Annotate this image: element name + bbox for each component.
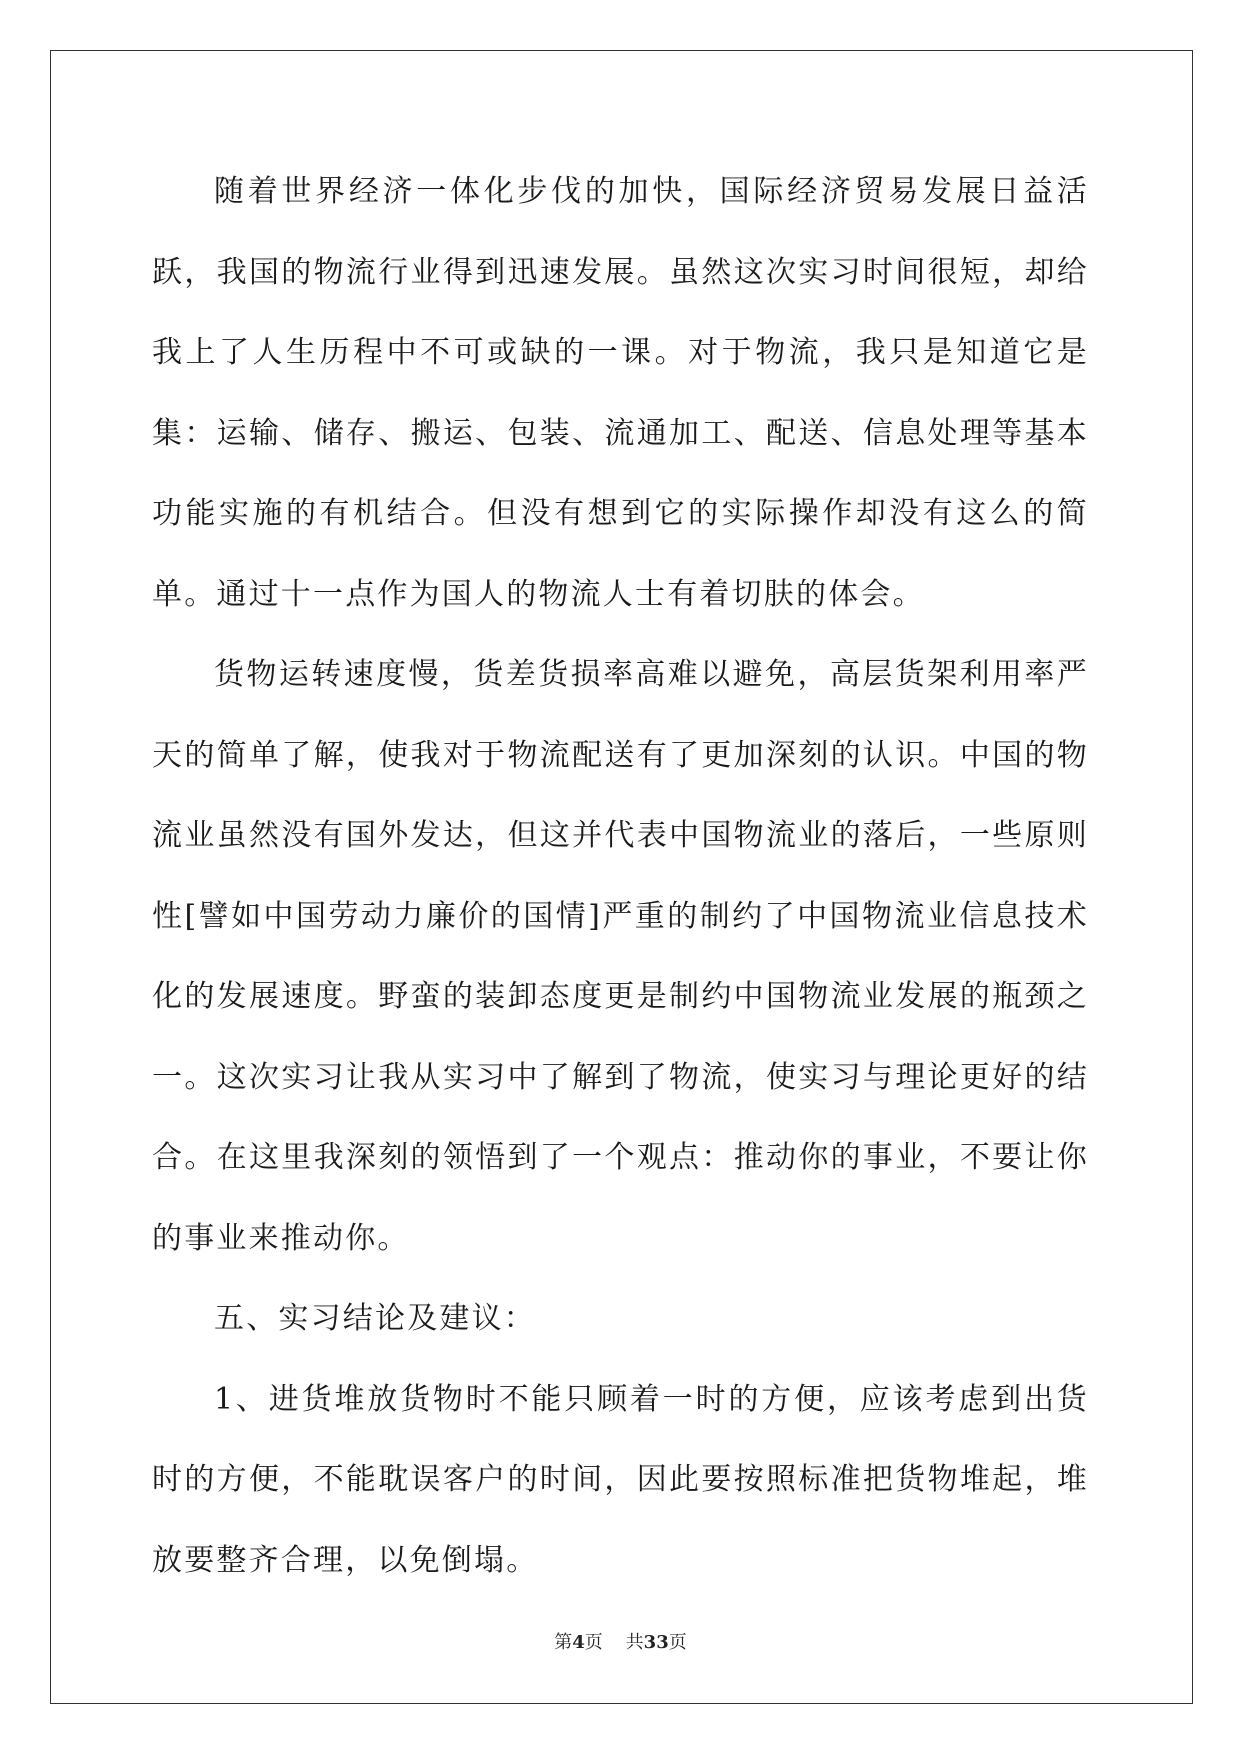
footer-total-prefix: 共 xyxy=(625,1632,644,1653)
footer-page-number: 4 xyxy=(572,1632,585,1653)
paragraph-observations: 货物运转速度慢，货差货损率高难以避免，高层货架利用率严天的简单了解，使我对于物流配送有了更加深刻的认识。中国的物流业虽然没有国外发达，但这并代表中国物流业的落后，一些原则性[譬如中国劳动力廉价的国情]严重的制约了中国物流业信息技术化的发展速度。野蛮的装卸态度更是制约中国物流业发展的瓶颈之一。这次实习让我从实习中了解到了物流，使实习与理论更好的结合。在这里我深刻的领悟到了一个观点：推动你的事业，不要让你的事业来推动你。 xyxy=(152,657,1089,1256)
footer-page-prefix: 第 xyxy=(554,1632,573,1653)
document-body xyxy=(152,152,1089,1601)
footer-total-suffix: 页 xyxy=(668,1632,687,1653)
paragraph-intro: 随着世界经济一体化步伐的加快，国际经济贸易发展日益活跃，我国的物流行业得到迅速发展。虽然这次实习时间很短，却给我上了人生历程中不可或缺的一课。对于物流，我只是知道它是集：运输、储存、搬运、包装、流通加工、配送、信息处理等基本功能实施的有机结合。但没有想到它的实际操作却没有这么的简单。通过十一点作为国人的物流人士有着切肤的体会。 xyxy=(152,174,1089,612)
page-footer xyxy=(0,1628,1241,1654)
footer-page-suffix: 页 xyxy=(584,1632,603,1653)
paragraph-suggestion-1: 1、进货堆放货物时不能只顾着一时的方便，应该考虑到出货时的方便，不能耽误客户的时间，因此要按照标准把货物堆起，堆放要整齐合理，以免倒塌。 xyxy=(152,1381,1089,1578)
section-heading-conclusions: 五、实习结论及建议： xyxy=(214,1301,536,1336)
footer-total-pages: 33 xyxy=(643,1632,669,1653)
